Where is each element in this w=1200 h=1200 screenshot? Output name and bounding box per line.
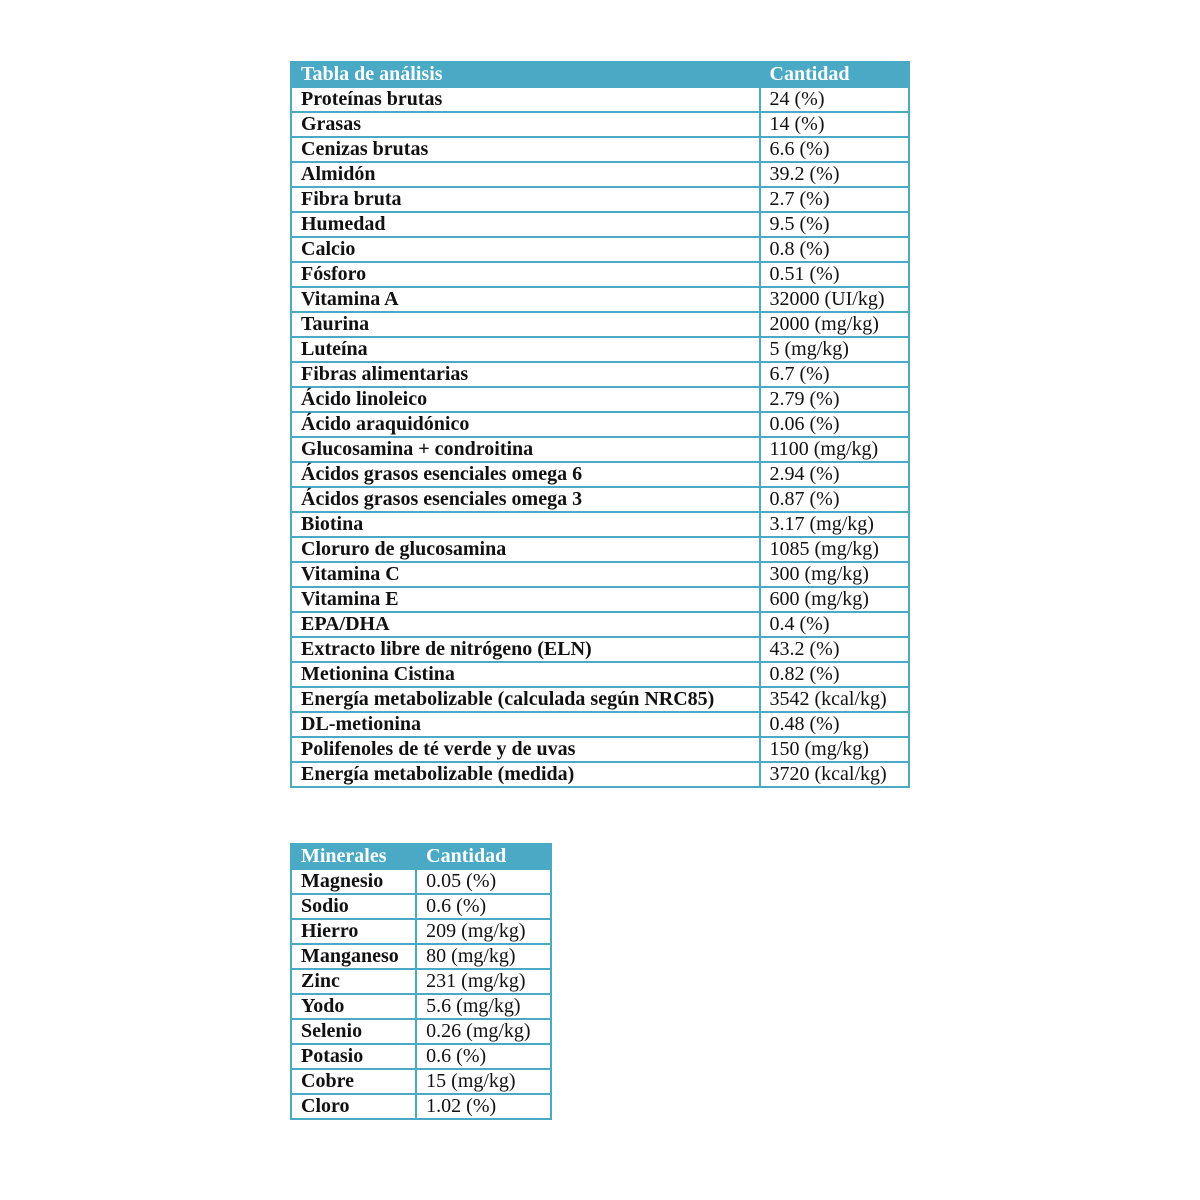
table-row (291, 537, 909, 562)
table-row (291, 737, 909, 762)
table-row (291, 387, 909, 412)
table-row (291, 337, 909, 362)
table-row (291, 362, 909, 387)
row-name: Calcio (291, 237, 760, 262)
row-value: 0.51 (%) (760, 262, 909, 287)
row-value: 32000 (UI/kg) (760, 287, 909, 312)
row-value: 39.2 (%) (760, 162, 909, 187)
row-name: Cloruro de glucosamina (291, 537, 760, 562)
row-name: Selenio (291, 1019, 416, 1044)
table-row (291, 1069, 551, 1094)
row-name: Luteína (291, 337, 760, 362)
table-row (291, 869, 551, 894)
analysis-table (290, 61, 910, 788)
row-name: EPA/DHA (291, 612, 760, 637)
row-name: Yodo (291, 994, 416, 1019)
row-value: 2.94 (%) (760, 462, 909, 487)
table-row (291, 762, 909, 787)
row-name: Hierro (291, 919, 416, 944)
row-value: 80 (mg/kg) (416, 944, 551, 969)
table-row (291, 437, 909, 462)
minerals-table (290, 843, 552, 1120)
table-row (291, 1094, 551, 1119)
row-value: 3720 (kcal/kg) (760, 762, 909, 787)
row-name: Polifenoles de té verde y de uvas (291, 737, 760, 762)
row-value: 14 (%) (760, 112, 909, 137)
row-name: Almidón (291, 162, 760, 187)
row-value: 0.05 (%) (416, 869, 551, 894)
row-value: 5 (mg/kg) (760, 337, 909, 362)
row-value: 0.4 (%) (760, 612, 909, 637)
row-name: Vitamina A (291, 287, 760, 312)
table-row (291, 662, 909, 687)
table-row (291, 412, 909, 437)
row-name: Energía metabolizable (medida) (291, 762, 760, 787)
row-value: 0.6 (%) (416, 1044, 551, 1069)
table-row (291, 994, 551, 1019)
row-name: Cloro (291, 1094, 416, 1119)
row-name: Vitamina E (291, 587, 760, 612)
table-row (291, 712, 909, 737)
row-value: 6.6 (%) (760, 137, 909, 162)
row-value: 2.7 (%) (760, 187, 909, 212)
row-value: 300 (mg/kg) (760, 562, 909, 587)
table-row (291, 894, 551, 919)
row-name: Sodio (291, 894, 416, 919)
table-row (291, 637, 909, 662)
row-value: 600 (mg/kg) (760, 587, 909, 612)
table-row (291, 1044, 551, 1069)
row-value: 2.79 (%) (760, 387, 909, 412)
row-value: 24 (%) (760, 87, 909, 112)
row-value: 6.7 (%) (760, 362, 909, 387)
row-name: Extracto libre de nitrógeno (ELN) (291, 637, 760, 662)
row-value: 0.8 (%) (760, 237, 909, 262)
row-name: Taurina (291, 312, 760, 337)
row-name: Biotina (291, 512, 760, 537)
row-name: Ácidos grasos esenciales omega 6 (291, 462, 760, 487)
row-value: 1085 (mg/kg) (760, 537, 909, 562)
row-value: 1100 (mg/kg) (760, 437, 909, 462)
table-row (291, 944, 551, 969)
row-value: 231 (mg/kg) (416, 969, 551, 994)
table-row (291, 212, 909, 237)
row-value: 150 (mg/kg) (760, 737, 909, 762)
table-row (291, 287, 909, 312)
table-row (291, 237, 909, 262)
table-row (291, 262, 909, 287)
row-name: Glucosamina + condroitina (291, 437, 760, 462)
row-value: 3.17 (mg/kg) (760, 512, 909, 537)
row-name: Vitamina C (291, 562, 760, 587)
table-row (291, 87, 909, 112)
table-row (291, 969, 551, 994)
table-row (291, 587, 909, 612)
row-name: Grasas (291, 112, 760, 137)
table-row (291, 462, 909, 487)
row-name: Fibras alimentarias (291, 362, 760, 387)
table-row (291, 919, 551, 944)
row-name: Ácidos grasos esenciales omega 3 (291, 487, 760, 512)
row-name: Manganeso (291, 944, 416, 969)
analysis-table-header (291, 62, 909, 87)
row-value: 0.26 (mg/kg) (416, 1019, 551, 1044)
row-value: 3542 (kcal/kg) (760, 687, 909, 712)
minerals-table-header (291, 844, 551, 869)
row-value: 5.6 (mg/kg) (416, 994, 551, 1019)
table-row (291, 562, 909, 587)
header-name: Minerales (291, 844, 416, 869)
row-value: 15 (mg/kg) (416, 1069, 551, 1094)
row-name: Fibra bruta (291, 187, 760, 212)
row-name: Fósforo (291, 262, 760, 287)
table-row (291, 312, 909, 337)
table-row (291, 1019, 551, 1044)
row-name: Ácido linoleico (291, 387, 760, 412)
row-name: Cobre (291, 1069, 416, 1094)
row-name: Humedad (291, 212, 760, 237)
table-row (291, 512, 909, 537)
table-row (291, 687, 909, 712)
row-name: Energía metabolizable (calculada según NRC85) (291, 687, 760, 712)
row-value: 0.06 (%) (760, 412, 909, 437)
row-value: 0.48 (%) (760, 712, 909, 737)
row-name: Metionina Cistina (291, 662, 760, 687)
header-name: Tabla de análisis (291, 62, 760, 87)
table-row (291, 187, 909, 212)
row-name: Cenizas brutas (291, 137, 760, 162)
row-value: 9.5 (%) (760, 212, 909, 237)
row-value: 209 (mg/kg) (416, 919, 551, 944)
row-name: Proteínas brutas (291, 87, 760, 112)
row-name: Magnesio (291, 869, 416, 894)
row-value: 0.82 (%) (760, 662, 909, 687)
row-value: 43.2 (%) (760, 637, 909, 662)
table-row (291, 137, 909, 162)
row-value: 0.6 (%) (416, 894, 551, 919)
table-row (291, 112, 909, 137)
row-name: Potasio (291, 1044, 416, 1069)
row-name: DL-metionina (291, 712, 760, 737)
header-value: Cantidad (760, 62, 909, 87)
header-value: Cantidad (416, 844, 551, 869)
row-name: Zinc (291, 969, 416, 994)
row-name: Ácido araquidónico (291, 412, 760, 437)
table-row (291, 487, 909, 512)
row-value: 0.87 (%) (760, 487, 909, 512)
row-value: 1.02 (%) (416, 1094, 551, 1119)
row-value: 2000 (mg/kg) (760, 312, 909, 337)
table-row (291, 162, 909, 187)
table-row (291, 612, 909, 637)
